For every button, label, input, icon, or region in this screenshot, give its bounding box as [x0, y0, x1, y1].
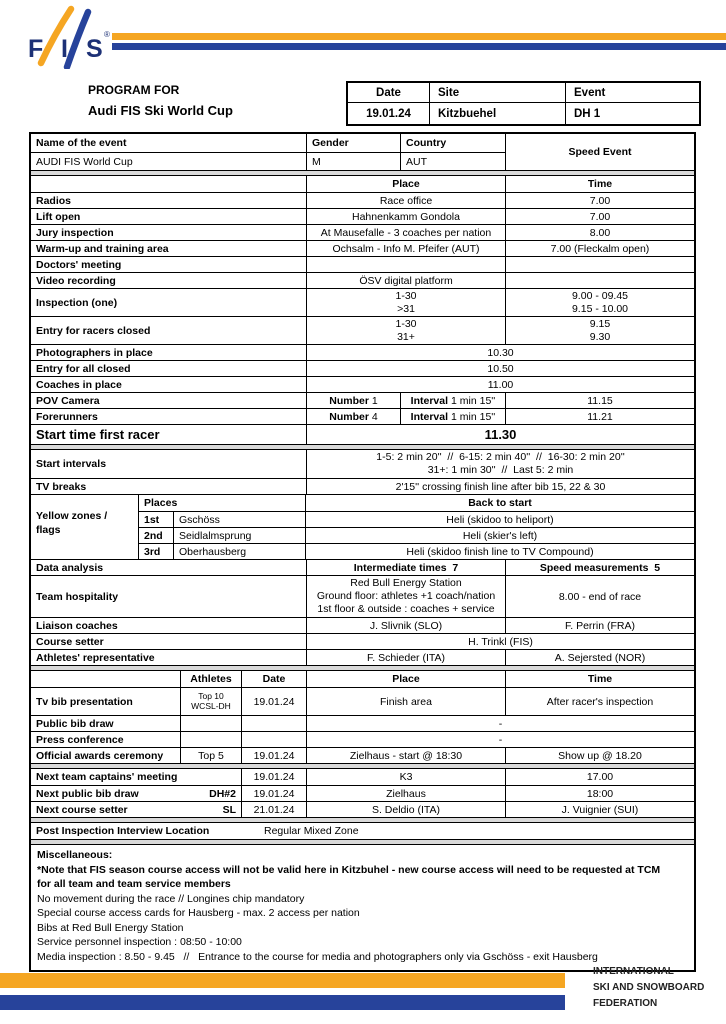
- yellow-zone-3-rank: 3rd: [138, 544, 173, 559]
- radios-place: Race office: [306, 193, 505, 208]
- gender-header: Gender: [306, 134, 400, 152]
- yellow-zone-row-2: [138, 527, 694, 543]
- misc-line-1: No movement during the race // Longines chip mandatory: [37, 892, 305, 905]
- athletes-rep-1: F. Schieder (ITA): [306, 650, 505, 665]
- hospitality-line-2: Ground floor: athletes +1 coach/nation: [316, 590, 496, 602]
- next-bib-date: 19.01.24: [241, 786, 306, 801]
- awards-label: Official awards ceremony: [36, 749, 164, 762]
- public-bib-date: [241, 716, 306, 731]
- forerunners-label: Forerunners: [36, 410, 98, 423]
- press-conference-athletes: [180, 732, 241, 747]
- video-recording-place: ÖSV digital platform: [306, 273, 505, 288]
- event-info-value-row: [348, 102, 699, 124]
- next-meeting-date: 19.01.24: [241, 769, 306, 785]
- site-header: Site: [429, 83, 565, 102]
- start-time-value: 11.30: [306, 425, 694, 444]
- next-bib-tag: DH#2: [209, 787, 236, 800]
- logo-letter-s: S: [86, 35, 103, 63]
- logo-letter-f: F: [28, 35, 44, 63]
- next-setter-date: 21.01.24: [241, 802, 306, 817]
- yellow-zone-3-back: Heli (skidoo finish line to TV Compound): [305, 544, 694, 559]
- row-entry-all-closed: [31, 360, 694, 376]
- title-block: [88, 83, 233, 118]
- header-stripe-orange: [112, 33, 726, 40]
- row-inspection-one: [31, 288, 694, 316]
- row-video-recording: [31, 272, 694, 288]
- row-coaches-in-place: [31, 376, 694, 392]
- yellow-zone-1-back: Heli (skidoo to heliport): [305, 512, 694, 527]
- program-table: [29, 132, 696, 972]
- row-start-time-first-racer: [31, 424, 694, 444]
- row-start-intervals: [31, 450, 694, 478]
- yellow-zone-2-rank: 2nd: [138, 528, 173, 543]
- bib-time-column-header: Time: [505, 671, 694, 687]
- course-setter-label: Course setter: [36, 635, 104, 648]
- public-bib-label: Public bib draw: [36, 717, 114, 730]
- data-analysis-label: Data analysis: [36, 561, 104, 574]
- public-bib-athletes: [180, 716, 241, 731]
- inspection-group-2: >31: [397, 302, 415, 315]
- place-time-header-row: [31, 176, 694, 192]
- press-conference-value: -: [306, 732, 694, 747]
- awards-athletes: Top 5: [180, 748, 241, 763]
- yellow-zones-right-group: [138, 495, 694, 559]
- event-header: Event: [565, 83, 699, 102]
- post-inspection-label: Post Inspection Interview Location: [36, 825, 210, 837]
- row-athletes-representative: [31, 649, 694, 665]
- entry-racers-label: Entry for racers closed: [36, 324, 151, 337]
- pov-interval-label: Interval: [410, 394, 449, 407]
- yellow-zones-header-row: [138, 495, 694, 511]
- jury-inspection-time: 8.00: [505, 225, 694, 240]
- row-doctors-meeting: [31, 256, 694, 272]
- pov-interval-value: 1 min 15'': [451, 394, 496, 407]
- lift-open-label: Lift open: [36, 210, 81, 223]
- back-to-start-header: Back to start: [305, 495, 694, 511]
- warmup-time: 7.00 (Fleckalm open): [505, 241, 694, 256]
- next-bib-label-cell: [31, 786, 241, 801]
- yellow-zone-1-rank: 1st: [138, 512, 173, 527]
- row-awards-ceremony: [31, 747, 694, 763]
- entry-racers-time-2: 9.30: [589, 330, 611, 343]
- yellow-zones-block: [31, 494, 694, 559]
- date-value: 19.01.24: [366, 107, 411, 120]
- misc-line-5: Media inspection : 8.50 - 9.45 // Entrance to the course for media and photographers only via Gschöss - exit Hausberg: [37, 950, 598, 963]
- intermediate-times-cell: Intermediate times 7: [306, 560, 505, 575]
- inspection-group-1: 1-30: [395, 289, 417, 302]
- row-radios: [31, 192, 694, 208]
- federation-name: [593, 964, 704, 1012]
- tv-breaks-value: 2'15'' crossing finish line after bib 15, 22 & 30: [306, 479, 694, 494]
- row-next-captains-meeting: [31, 769, 694, 785]
- start-intervals-value: [306, 450, 694, 478]
- bib-place-column-header: Place: [306, 671, 505, 687]
- next-setter-label-cell: [31, 802, 241, 817]
- yellow-zone-row-1: [138, 511, 694, 527]
- event-series-heading: Audi FIS Ski World Cup: [88, 103, 233, 118]
- speed-event-cell: Speed Event: [505, 134, 694, 170]
- header-stripes: [112, 33, 726, 50]
- misc-line-3: Bibs at Red Bull Energy Station: [37, 921, 184, 934]
- pov-interval-cell: [400, 393, 505, 408]
- awards-time: Show up @ 18.20: [505, 748, 694, 763]
- row-press-conference: [31, 731, 694, 747]
- photographers-time: 10.30: [306, 345, 694, 360]
- event-name-header-row: [31, 134, 505, 152]
- press-conference-label: Press conference: [36, 733, 124, 746]
- event-name-value-row: [31, 152, 505, 170]
- next-meeting-time: 17.00: [505, 769, 694, 785]
- next-bib-label: Next public bib draw: [36, 787, 139, 800]
- misc-bold-note-line-1: *Note that FIS season course access will not be valid here in Kitzbuhel - new course access will need to be requested at TCM: [37, 863, 661, 876]
- row-next-public-bib-draw: [31, 785, 694, 801]
- pov-time: 11.15: [505, 393, 694, 408]
- hospitality-line-3: 1st floor & outside : coaches + service: [317, 603, 495, 615]
- misc-bold-note-line-2: for all team and team service members: [37, 878, 231, 890]
- row-data-analysis: [31, 559, 694, 575]
- footer-stripe-orange: [0, 973, 565, 988]
- miscellaneous-section: [31, 845, 694, 970]
- team-hospitality-place: [306, 576, 505, 617]
- team-hospitality-label: Team hospitality: [36, 590, 119, 603]
- next-bib-place: Zielhaus: [306, 786, 505, 801]
- row-next-course-setter: [31, 801, 694, 817]
- gender-value: M: [306, 153, 400, 170]
- country-value: AUT: [400, 153, 505, 170]
- places-header: Places: [138, 495, 305, 511]
- radios-time: 7.00: [505, 193, 694, 208]
- misc-line-2: Special course access cards for Hausberg - max. 2 access per nation: [37, 907, 360, 919]
- program-for-heading: PROGRAM FOR: [88, 83, 180, 97]
- athletes-column-header: Athletes: [180, 671, 241, 687]
- row-liaison-coaches: [31, 617, 694, 633]
- tv-bib-label: Tv bib presentation: [36, 695, 133, 708]
- doctors-meeting-time: [505, 257, 694, 272]
- event-value: DH 1: [565, 103, 699, 124]
- time-header: Time: [505, 176, 694, 192]
- coaches-time: 11.00: [306, 377, 694, 392]
- liaison-coach-2: F. Perrin (FRA): [505, 618, 694, 633]
- date-header: Date: [376, 86, 401, 99]
- next-setter-label: Next course setter: [36, 803, 128, 816]
- date-column-header: Date: [241, 671, 306, 687]
- event-info-table: [346, 81, 701, 126]
- athletes-rep-label: Athletes' representative: [36, 651, 155, 664]
- course-setter-value: H. Trinkl (FIS): [306, 634, 694, 649]
- awards-place: Zielhaus - start @ 18:30: [306, 748, 505, 763]
- forerunners-interval-cell: [400, 409, 505, 424]
- forerunners-number-label: Number: [329, 410, 369, 423]
- team-hospitality-time: 8.00 - end of race: [505, 576, 694, 617]
- yellow-zone-row-3: [138, 543, 694, 559]
- inspection-one-times: [505, 289, 694, 316]
- row-photographers: [31, 344, 694, 360]
- tv-bib-athletes-line-2: WCSL-DH: [191, 700, 231, 711]
- pov-number-value: 1: [371, 394, 378, 407]
- pov-number-cell: [306, 393, 400, 408]
- start-intervals-line-1: 1-5: 2 min 20'' // 6-15: 2 min 40'' // 16-30: 2 min 20'': [376, 451, 625, 463]
- doctors-meeting-place: [306, 257, 505, 272]
- forerunners-interval-value: 1 min 15'': [451, 410, 496, 423]
- site-value: Kitzbuehel: [429, 103, 565, 124]
- entry-racers-group-1: 1-30: [395, 317, 417, 330]
- forerunners-interval-label: Interval: [410, 410, 449, 423]
- event-info-header-row: [348, 83, 699, 102]
- inspection-time-1: 9.00 - 09.45: [571, 289, 629, 302]
- jury-inspection-place: At Mausefalle - 3 coaches per nation: [306, 225, 505, 240]
- inspection-time-2: 9.15 - 10.00: [571, 302, 629, 315]
- yellow-zone-1-place: Gschöss: [173, 512, 305, 527]
- press-conference-date: [241, 732, 306, 747]
- athletes-rep-2: A. Sejersted (NOR): [505, 650, 694, 665]
- fis-logo: [26, 5, 121, 69]
- video-recording-label: Video recording: [36, 274, 116, 287]
- pov-number-label: Number: [329, 394, 369, 407]
- next-meeting-label: Next team captains' meeting: [36, 771, 178, 783]
- inspection-one-groups: [306, 289, 505, 316]
- empty-header-cell: [31, 176, 306, 192]
- row-lift-open: [31, 208, 694, 224]
- next-meeting-place: K3: [306, 769, 505, 785]
- next-setter-tag: SL: [222, 803, 236, 816]
- forerunners-time: 11.21: [505, 409, 694, 424]
- row-public-bib-draw: [31, 715, 694, 731]
- footer-stripe-blue: [0, 995, 565, 1010]
- event-name-block: [31, 134, 694, 170]
- forerunners-number-value: 4: [371, 410, 378, 423]
- warmup-label: Warm-up and training area: [36, 242, 169, 255]
- yellow-zones-label: [31, 495, 138, 559]
- entry-racers-times: [505, 317, 694, 344]
- country-header: Country: [400, 134, 505, 152]
- jury-inspection-label: Jury inspection: [36, 226, 114, 239]
- logo-registered-mark: ®: [104, 30, 110, 39]
- row-course-setter: [31, 633, 694, 649]
- next-bib-time: 18:00: [505, 786, 694, 801]
- start-time-label: Start time first racer: [36, 426, 160, 442]
- row-tv-breaks: [31, 478, 694, 494]
- start-intervals-line-2: 31+: 1 min 30'' // Last 5: 2 min: [427, 464, 574, 476]
- federation-name-line-3: FEDERATION: [593, 998, 658, 1009]
- tv-bib-place: Finish area: [306, 688, 505, 715]
- tv-bib-time: After racer's inspection: [505, 688, 694, 715]
- yellow-zone-2-place: Seidlalmsprung: [173, 528, 305, 543]
- row-jury-inspection: [31, 224, 694, 240]
- radios-label: Radios: [36, 194, 72, 207]
- misc-line-4: Service personnel inspection : 08:50 - 10:00: [37, 936, 242, 948]
- entry-racers-groups: [306, 317, 505, 344]
- tv-bib-athletes: [180, 688, 241, 715]
- footer-stripes: [0, 973, 565, 1010]
- tv-bib-date: 19.01.24: [241, 688, 306, 715]
- logo-letter-i: I: [61, 35, 68, 63]
- entry-all-label: Entry for all closed: [36, 362, 131, 375]
- video-recording-time: [505, 273, 694, 288]
- row-warmup-area: [31, 240, 694, 256]
- doctors-meeting-label: Doctors' meeting: [36, 258, 122, 271]
- inspection-one-label: Inspection (one): [36, 296, 118, 309]
- public-bib-value: -: [306, 716, 694, 731]
- lift-open-place: Hahnenkamm Gondola: [306, 209, 505, 224]
- place-header: Place: [306, 176, 505, 192]
- row-team-hospitality: [31, 575, 694, 617]
- bib-empty-header: [31, 671, 180, 687]
- entry-all-time: 10.50: [306, 361, 694, 376]
- liaison-coach-1: J. Slivnik (SLO): [306, 618, 505, 633]
- event-name-left-group: [31, 134, 505, 170]
- name-of-event-header: Name of the event: [36, 137, 127, 149]
- pov-label: POV Camera: [36, 394, 100, 407]
- hospitality-line-1: Red Bull Energy Station: [350, 577, 462, 589]
- coaches-label: Coaches in place: [36, 378, 122, 391]
- row-forerunners: [31, 408, 694, 424]
- next-setter-time: J. Vuignier (SUI): [505, 802, 694, 817]
- entry-racers-group-2: 31+: [397, 330, 415, 343]
- next-setter-place: S. Deldio (ITA): [306, 802, 505, 817]
- tv-breaks-label: TV breaks: [36, 480, 87, 493]
- row-pov-camera: [31, 392, 694, 408]
- header-stripe-blue: [112, 43, 726, 50]
- tv-bib-athletes-line-1: Top 10: [198, 691, 224, 701]
- start-intervals-label: Start intervals: [36, 458, 107, 470]
- photographers-label: Photographers in place: [36, 346, 153, 359]
- awards-date: 19.01.24: [241, 748, 306, 763]
- warmup-place: Ochsalm - Info M. Pfeifer (AUT): [306, 241, 505, 256]
- speed-measurements-cell: Speed measurements 5: [505, 560, 694, 575]
- liaison-coaches-label: Liaison coaches: [36, 619, 118, 632]
- miscellaneous-title: Miscellaneous:: [37, 849, 113, 861]
- bib-section-header-row: [31, 671, 694, 687]
- federation-name-line-2: SKI AND SNOWBOARD: [593, 982, 705, 993]
- row-tv-bib-presentation: [31, 687, 694, 715]
- row-entry-racers-closed: [31, 316, 694, 344]
- next-meeting-label-cell: [31, 769, 241, 785]
- yellow-zones-label-line-1: Yellow zones /: [36, 510, 108, 522]
- post-inspection-value: Regular Mixed Zone: [264, 825, 359, 837]
- logo-blue-swoosh-icon: [67, 12, 88, 67]
- yellow-zone-3-place: Oberhausberg: [173, 544, 305, 559]
- entry-racers-time-1: 9.15: [589, 317, 611, 330]
- forerunners-number-cell: [306, 409, 400, 424]
- yellow-zone-2-back: Heli (skier's left): [305, 528, 694, 543]
- event-name-value: AUDI FIS World Cup: [36, 155, 133, 168]
- yellow-zones-label-line-2: flags: [36, 524, 61, 536]
- lift-open-time: 7.00: [505, 209, 694, 224]
- row-post-inspection: [31, 823, 694, 839]
- federation-name-line-1: INTERNATIONAL: [593, 966, 674, 977]
